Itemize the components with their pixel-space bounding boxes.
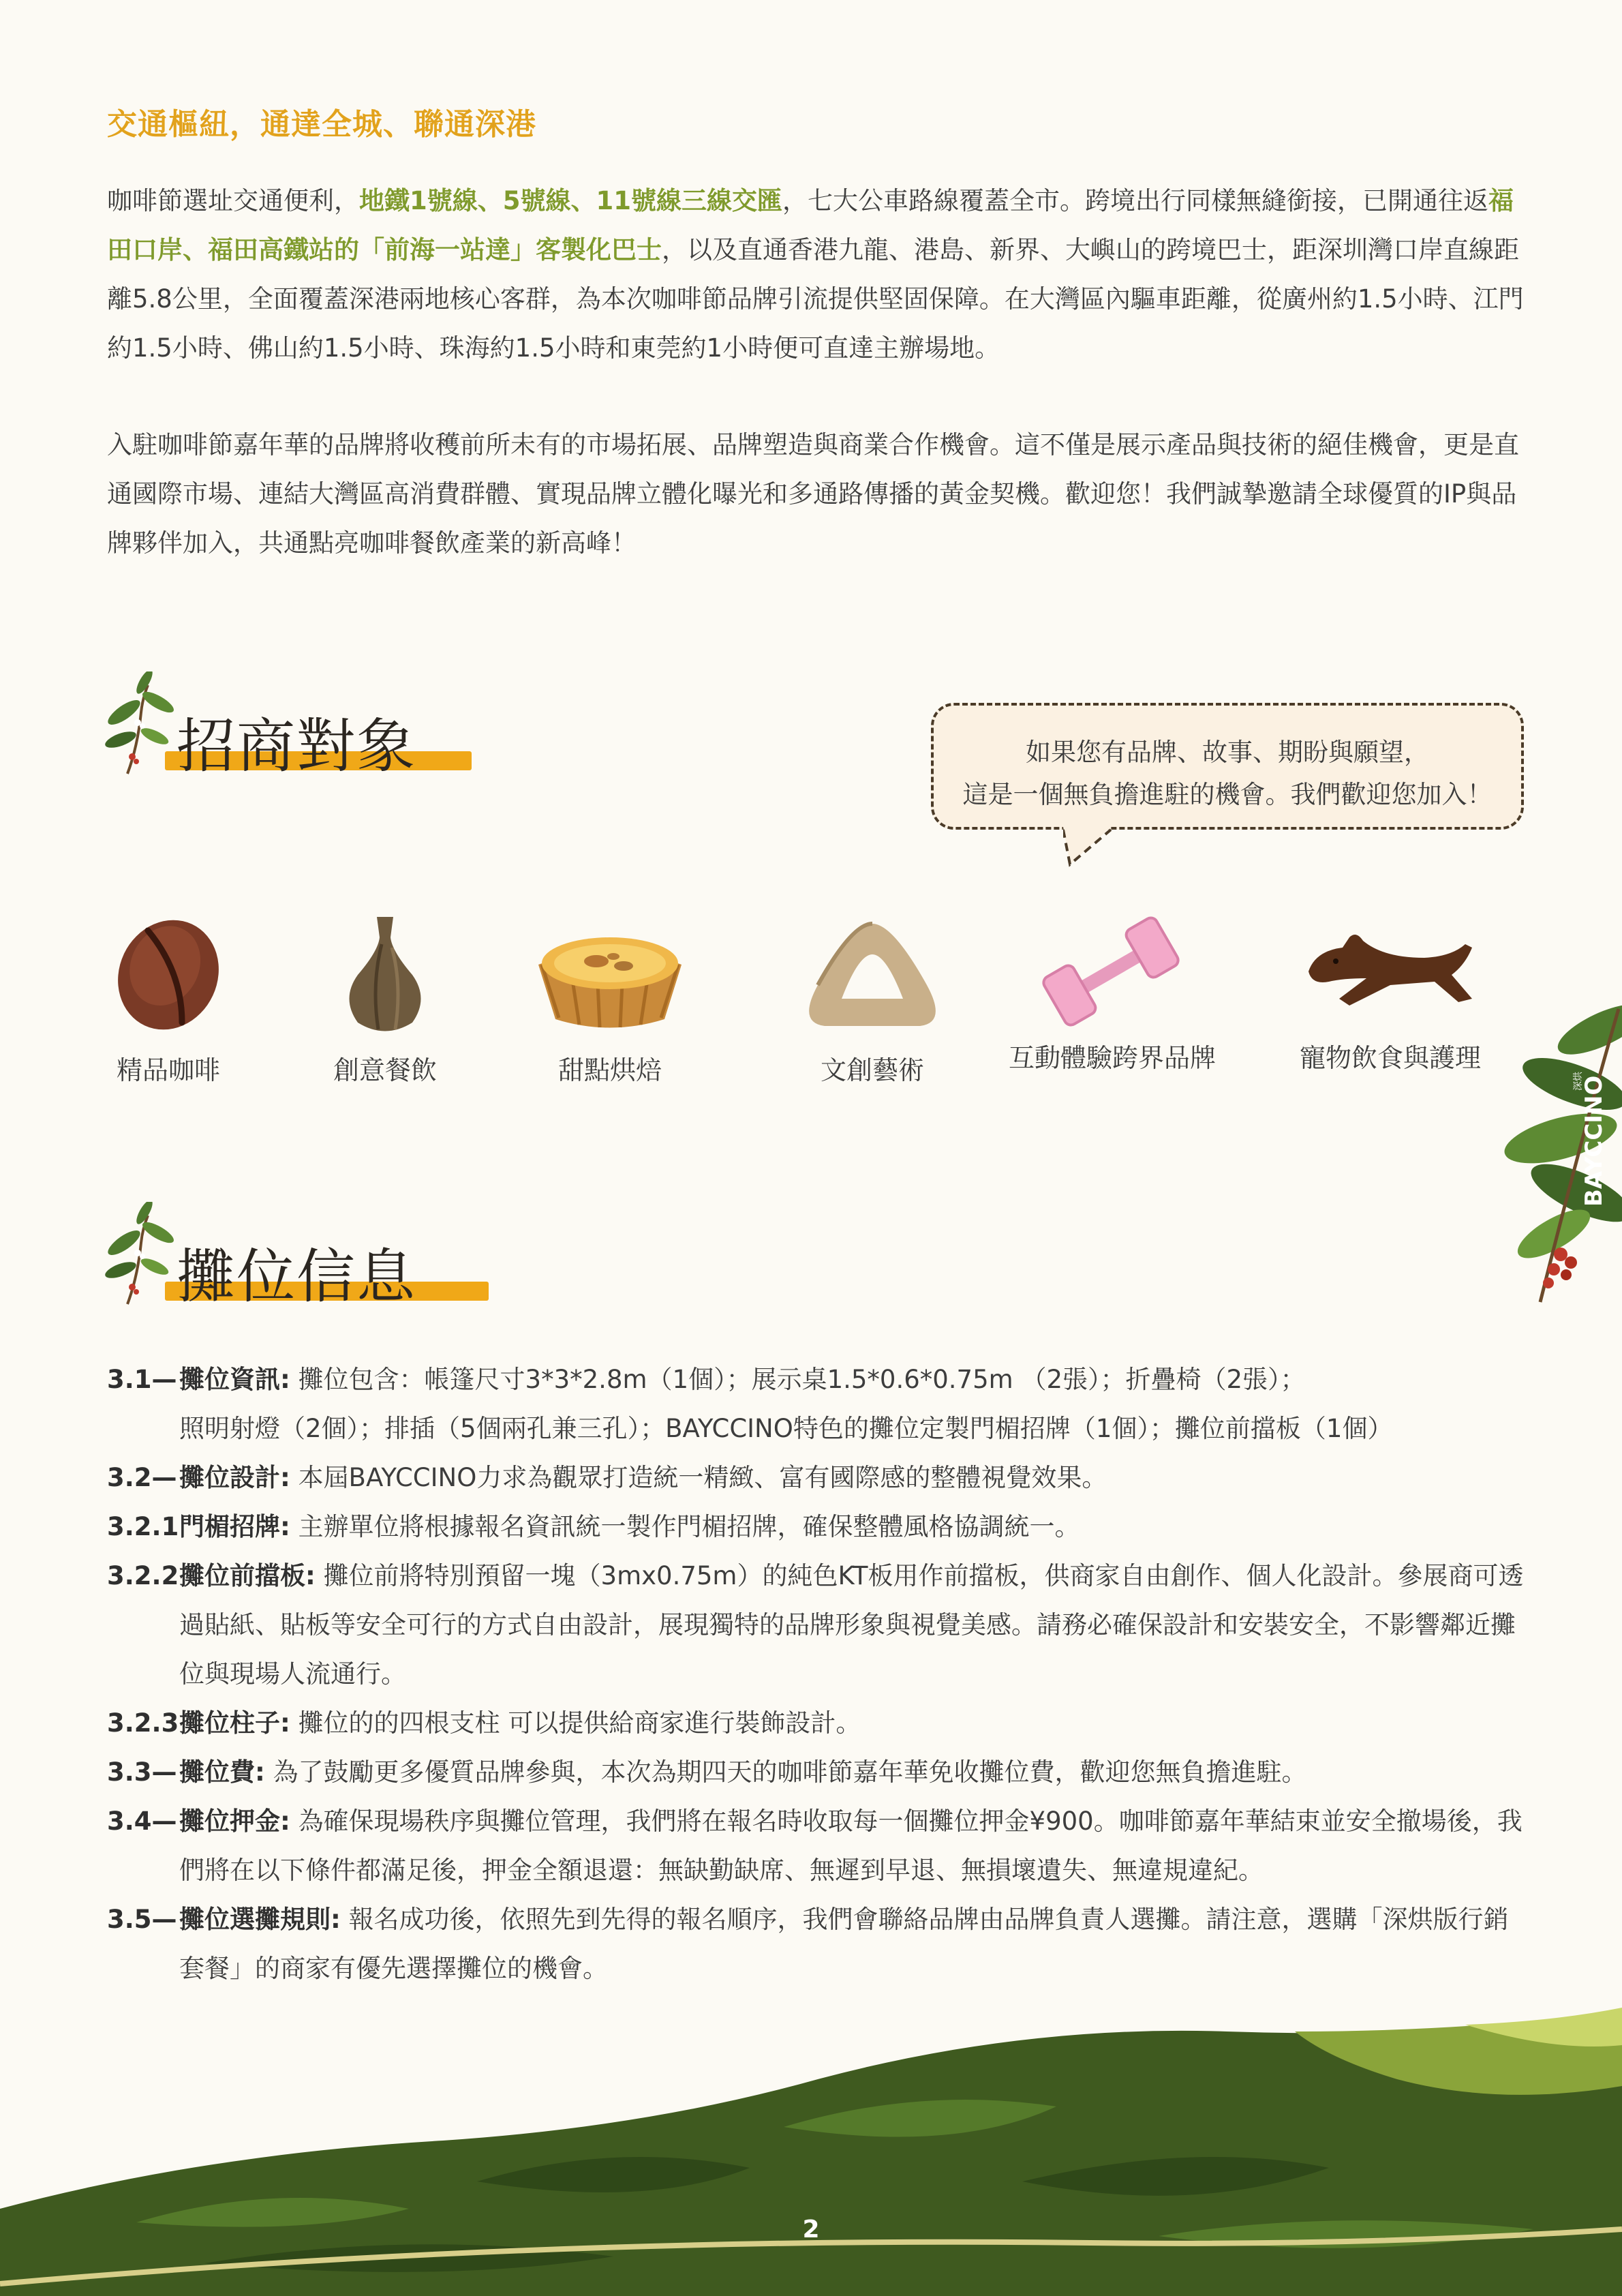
- item-number: 3.5—: [107, 1905, 177, 1934]
- category-specialty-coffee: [66, 910, 271, 1087]
- brand-wordmark: BAYCCINO: [1580, 1075, 1608, 1207]
- item-number: 3.2.3: [107, 1708, 179, 1738]
- booth-section-title: [100, 1202, 482, 1311]
- section-title-text: 招商對象: [177, 712, 416, 781]
- item-text: 攤位的的四根支柱 可以提供給商家進行裝飾設計。: [298, 1708, 861, 1738]
- booth-item: [107, 1502, 1525, 1552]
- text-run: ，以及直通香港九龍、港島、新界、大嶼山的跨境巴士，距深圳灣口岸直線距離5.8公里，全面覆蓋深港兩地核心客群，為本次咖啡節品牌引流提供堅固保障。在大灣區內驅車距離，從廣州約1.5小時、江門約1.5小時、佛山約1.5小時、珠海約1.5小時和東莞約1小時便可直達主辦場地。: [107, 235, 1524, 363]
- booth-info-list: [107, 1355, 1525, 1993]
- item-text: 主辦單位將根據報名資訊統一製作門楣招牌，確保整體風格協調統一。: [298, 1512, 1080, 1541]
- bubble-tail-icon: [1063, 827, 1118, 868]
- brand-stamp: 深烘: [1573, 1072, 1584, 1091]
- category-label: 精品咖啡: [116, 1055, 220, 1085]
- bubble-line: 如果您有品牌、故事、期盼與願望，: [1026, 738, 1429, 767]
- item-number: 3.4—: [107, 1807, 177, 1836]
- item-key: 攤位柱子:: [179, 1708, 290, 1738]
- item-key: 攤位費:: [179, 1757, 265, 1787]
- item-text: 報名成功後，依照先到先得的報名順序，我們會聯絡品牌由品牌負責人選攤。請注意，選購「深烘版行銷套餐」的商家有優先選擇攤位的機會。: [179, 1905, 1509, 1983]
- item-number: 3.2—: [107, 1463, 177, 1492]
- booth-item: [107, 1748, 1525, 1797]
- item-key: 攤位資訊:: [179, 1365, 290, 1394]
- invitation-paragraph: 入駐咖啡節嘉年華的品牌將收穫前所未有的市場拓展、品牌塑造與商業合作機會。這不僅是展示產品與技術的絕佳機會，更是直通國際市場、連結大灣區高消費群體、實現品牌立體化曝光和多通路傳播的黃金契機。歡迎您！我們誠摯邀請全球優質的IP與品牌夥伴加入，共通點亮咖啡餐飲產業的新高峰！: [107, 430, 1519, 558]
- item-number: 3.1—: [107, 1365, 177, 1394]
- booth-item: [107, 1552, 1525, 1699]
- item-key: 攤位選攤規則:: [179, 1905, 341, 1934]
- category-cultural-creative: [770, 910, 975, 1087]
- item-key: 攤位押金:: [179, 1807, 290, 1836]
- clay-vase-icon: [324, 910, 446, 1040]
- bubble-line: 這是一個無負擔進駐的機會。我們歡迎您加入！: [962, 780, 1493, 809]
- item-key: 攤位設計:: [179, 1463, 290, 1492]
- item-number: 3.2.1: [107, 1512, 179, 1541]
- text-run: ，七大公車路線覆蓋全市。跨境出行同樣無縫銜接，已開通往返: [782, 186, 1488, 215]
- highlight-run: 地鐵1號線、5號線、11號線三線交匯: [359, 186, 782, 215]
- item-text: 攤位包含：帳篷尺寸3*3*2.8m（1個）；展示桌1.5*0.6*0.75m （2張）；折疊椅（2張）；: [298, 1365, 1306, 1394]
- category-label: 互動體驗跨界品牌: [1009, 1043, 1216, 1073]
- category-label: 甜點烘焙: [557, 1055, 662, 1085]
- coffee-branch-icon: [100, 671, 175, 781]
- running-dog-icon: [1302, 910, 1479, 1033]
- booth-item: [107, 1797, 1525, 1895]
- item-text: 本屆BAYCCINO力求為觀眾打造統一精緻、富有國際感的整體視覺效果。: [298, 1463, 1107, 1492]
- item-text-continued: 照明射燈（2個）；排插（5個兩孔兼三孔）；BAYCCINO特色的攤位定製門楣招牌（1個）；攤位前擋板（1個）: [179, 1414, 1393, 1443]
- coffee-branch-icon: [100, 1202, 175, 1311]
- category-interactive-crossover: [1009, 910, 1216, 1074]
- item-text: 攤位前將特別預留一塊（3mx0.75m）的純色KT板用作前擋板，供商家自由創作、個人化設計。參展商可透過貼紙、貼板等安全可行的方式自由設計，展現獨特的品牌形象與視覺美感。請務必確保設計和安裝安全，不影響鄰近攤位與現場人流通行。: [179, 1561, 1524, 1689]
- recruit-section-title: [100, 671, 482, 781]
- booth-item: [107, 1453, 1525, 1502]
- category-creative-dining: [283, 910, 487, 1087]
- item-number: 3.3—: [107, 1757, 177, 1787]
- category-label: 創意餐飲: [333, 1055, 437, 1085]
- coffee-leaves-brand-illustration: [1499, 1002, 1622, 1316]
- dumbbell-icon: [1036, 910, 1186, 1033]
- highlight-run: 福田口岸、福田高鐵站的「前海一站達」客製化巴士: [107, 186, 1514, 265]
- text-run: 咖啡節選址交通便利，: [107, 186, 359, 215]
- egg-tart-icon: [528, 910, 692, 1040]
- item-key: 攤位前擋板:: [179, 1561, 316, 1590]
- item-text: 為確保現場秩序與攤位管理，我們將在報名時收取每一個攤位押金¥900。咖啡節嘉年華結束並安全撤場後，我們將在以下條件都滿足後，押金全額退還：無缺勤缺席、無遲到早退、無損壞遺失、無違規違紀。: [179, 1807, 1522, 1885]
- page-number: 2: [802, 2216, 820, 2244]
- section-title-text: 攤位信息: [177, 1243, 416, 1311]
- transport-paragraph: [107, 177, 1525, 373]
- transport-heading: 交通樞紐，通達全城、聯通深港: [107, 107, 536, 142]
- category-label: 文創藝術: [820, 1055, 924, 1085]
- item-key: 門楣招牌:: [179, 1512, 290, 1541]
- item-text: 為了鼓勵更多優質品牌參與，本次為期四天的咖啡節嘉年華免收攤位費，歡迎您無負擔進駐。: [273, 1757, 1307, 1787]
- booth-item: [107, 1699, 1525, 1748]
- booth-item: [107, 1895, 1525, 1993]
- hills-footer-illustration: [0, 2004, 1622, 2296]
- coffee-bean-icon: [107, 910, 230, 1040]
- ceramic-handle-icon: [791, 910, 954, 1040]
- booth-item: [107, 1355, 1525, 1453]
- invitation-bubble: [931, 703, 1524, 830]
- item-number: 3.2.2: [107, 1561, 179, 1590]
- category-desserts-bakery: [508, 910, 712, 1087]
- category-label: 寵物飲食與護理: [1299, 1043, 1481, 1073]
- category-pet-food-care: [1288, 910, 1493, 1074]
